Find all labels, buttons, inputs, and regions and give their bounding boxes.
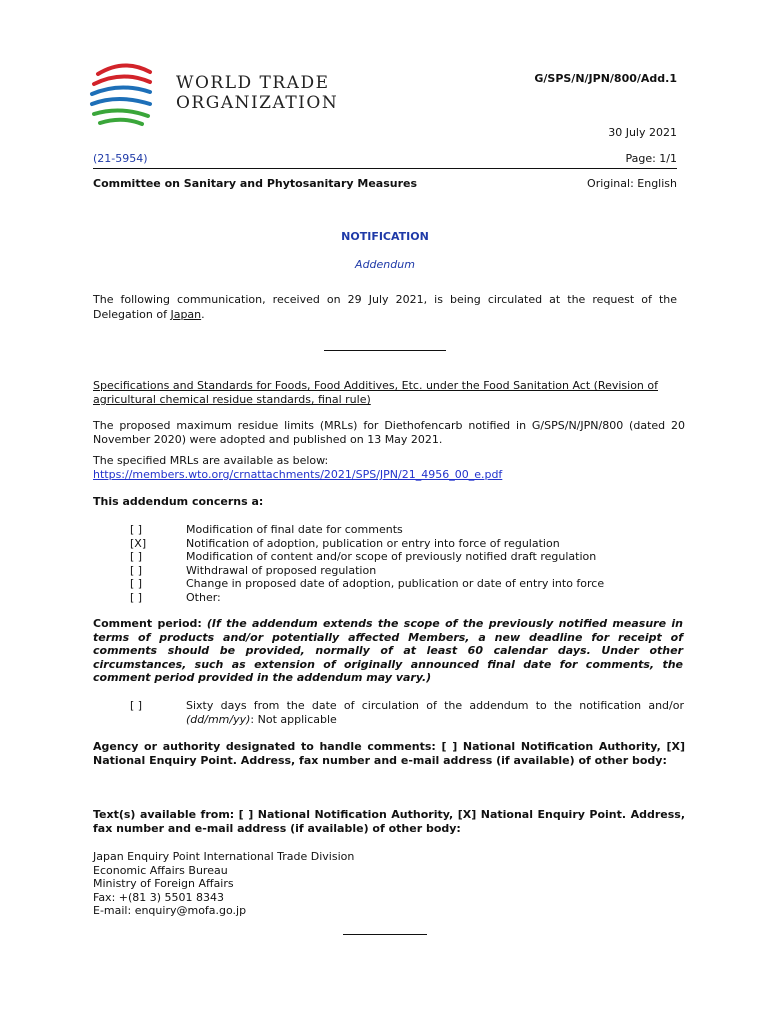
mrl-availability-text: The specified MRLs are available as below: (93, 454, 329, 467)
section-divider (324, 350, 446, 351)
checkbox[interactable]: [ ] (130, 590, 143, 604)
sixty-days-option (186, 699, 684, 727)
body-paragraph: The proposed maximum residue limits (MRLs) for Diethofencarb notified in G/SPS/N/JPN/800 (dated 20 November 2020) were adopted and published on 13 May 2021. (93, 419, 685, 446)
list-item-label: Other: (186, 590, 221, 604)
checkbox[interactable]: [ ] (130, 699, 143, 712)
logo-line-2: ORGANIZATION (176, 93, 339, 113)
address-line: Economic Affairs Bureau (93, 863, 228, 877)
sixty-days-value: : Not applicable (250, 713, 337, 726)
comment-period (93, 617, 683, 685)
mrl-document-link[interactable]: https://members.wto.org/crnattachments/2021/SPS/JPN/21_4956_00_e.pdf (93, 468, 503, 481)
original-language: Original: English (587, 177, 677, 190)
list-item-label: Withdrawal of proposed regulation (186, 563, 377, 577)
wto-logo-icon (84, 58, 164, 128)
checkbox[interactable]: [ ] (130, 577, 143, 590)
list-item-label: Change in proposed date of adoption, publication or date of entry into force (186, 577, 605, 590)
list-item-label: Notification of adoption, publication or entry into force of regulation (186, 536, 560, 550)
header-divider (93, 168, 677, 169)
document-symbol: G/SPS/N/JPN/800/Add.1 (534, 72, 677, 85)
document-number: (21-5954) (93, 152, 148, 165)
intro-text: The following communication, received on 29 July 2021, is being circulated at the request of the Delegation of (93, 293, 677, 321)
enquiry-point-address (93, 850, 354, 918)
measure-title: Specifications and Standards for Foods, Food Additives, Etc. under the Food Sanitation Act (Revision of agricultural chemical residue standards, final rule) (93, 379, 658, 406)
end-divider (343, 934, 427, 935)
comment-period-label: Comment period: (93, 617, 202, 630)
intro-country: Japan (170, 308, 202, 321)
intro-paragraph (93, 292, 677, 322)
sixty-days-text: Sixty days from the date of circulation of the addendum to the notification and/or (186, 699, 684, 712)
comment-period-text: (If the addendum extends the scope of the previously notified measure in terms of products and/or potentially affected Members, a new deadline for receipt of comments should be provided, normally of at least 60 calendar days. Under other circumstances, such as extension of originally announced final date for comments, the comment period provided in the addendum may vary.) (93, 617, 683, 685)
date-format: (dd/mm/yy) (186, 713, 251, 726)
address-line: Ministry of Foreign Affairs (93, 877, 234, 890)
page-number: Page: 1/1 (625, 152, 677, 165)
concerns-heading: This addendum concerns a: (93, 495, 264, 508)
checkbox[interactable]: [ ] (130, 523, 143, 536)
address-line: Fax: +(81 3) 5501 8343 (93, 890, 225, 904)
checkbox[interactable]: [ ] (130, 550, 143, 563)
list-item-label: Modification of final date for comments (186, 523, 403, 536)
committee-name: Committee on Sanitary and Phytosanitary Measures (93, 177, 418, 190)
page-title: NOTIFICATION (341, 230, 429, 243)
address-email: E-mail: enquiry@mofa.go.jp (93, 904, 247, 917)
concerns-list (130, 523, 710, 605)
address-line: Japan Enquiry Point International Trade Division (93, 850, 355, 863)
wto-logo (84, 58, 339, 128)
checkbox-checked[interactable]: [X] (130, 536, 147, 550)
intro-text-end: . (201, 308, 205, 321)
page-subtitle: Addendum (355, 258, 415, 271)
logo-line-1: WORLD TRADE (176, 73, 330, 93)
agency-section: Agency or authority designated to handle comments: [ ] National Notification Authority, [X] National Enquiry Point. Address, fax number and e-mail address (if available) of other body: (93, 740, 685, 767)
list-item-label: Modification of content and/or scope of previously notified draft regulation (186, 550, 597, 563)
checkbox[interactable]: [ ] (130, 563, 143, 577)
document-date: 30 July 2021 (608, 126, 677, 139)
texts-available-section: Text(s) available from: [ ] National Notification Authority, [X] National Enquiry Point. Address, fax number and e-mail address (if available) of other body: (93, 808, 685, 835)
